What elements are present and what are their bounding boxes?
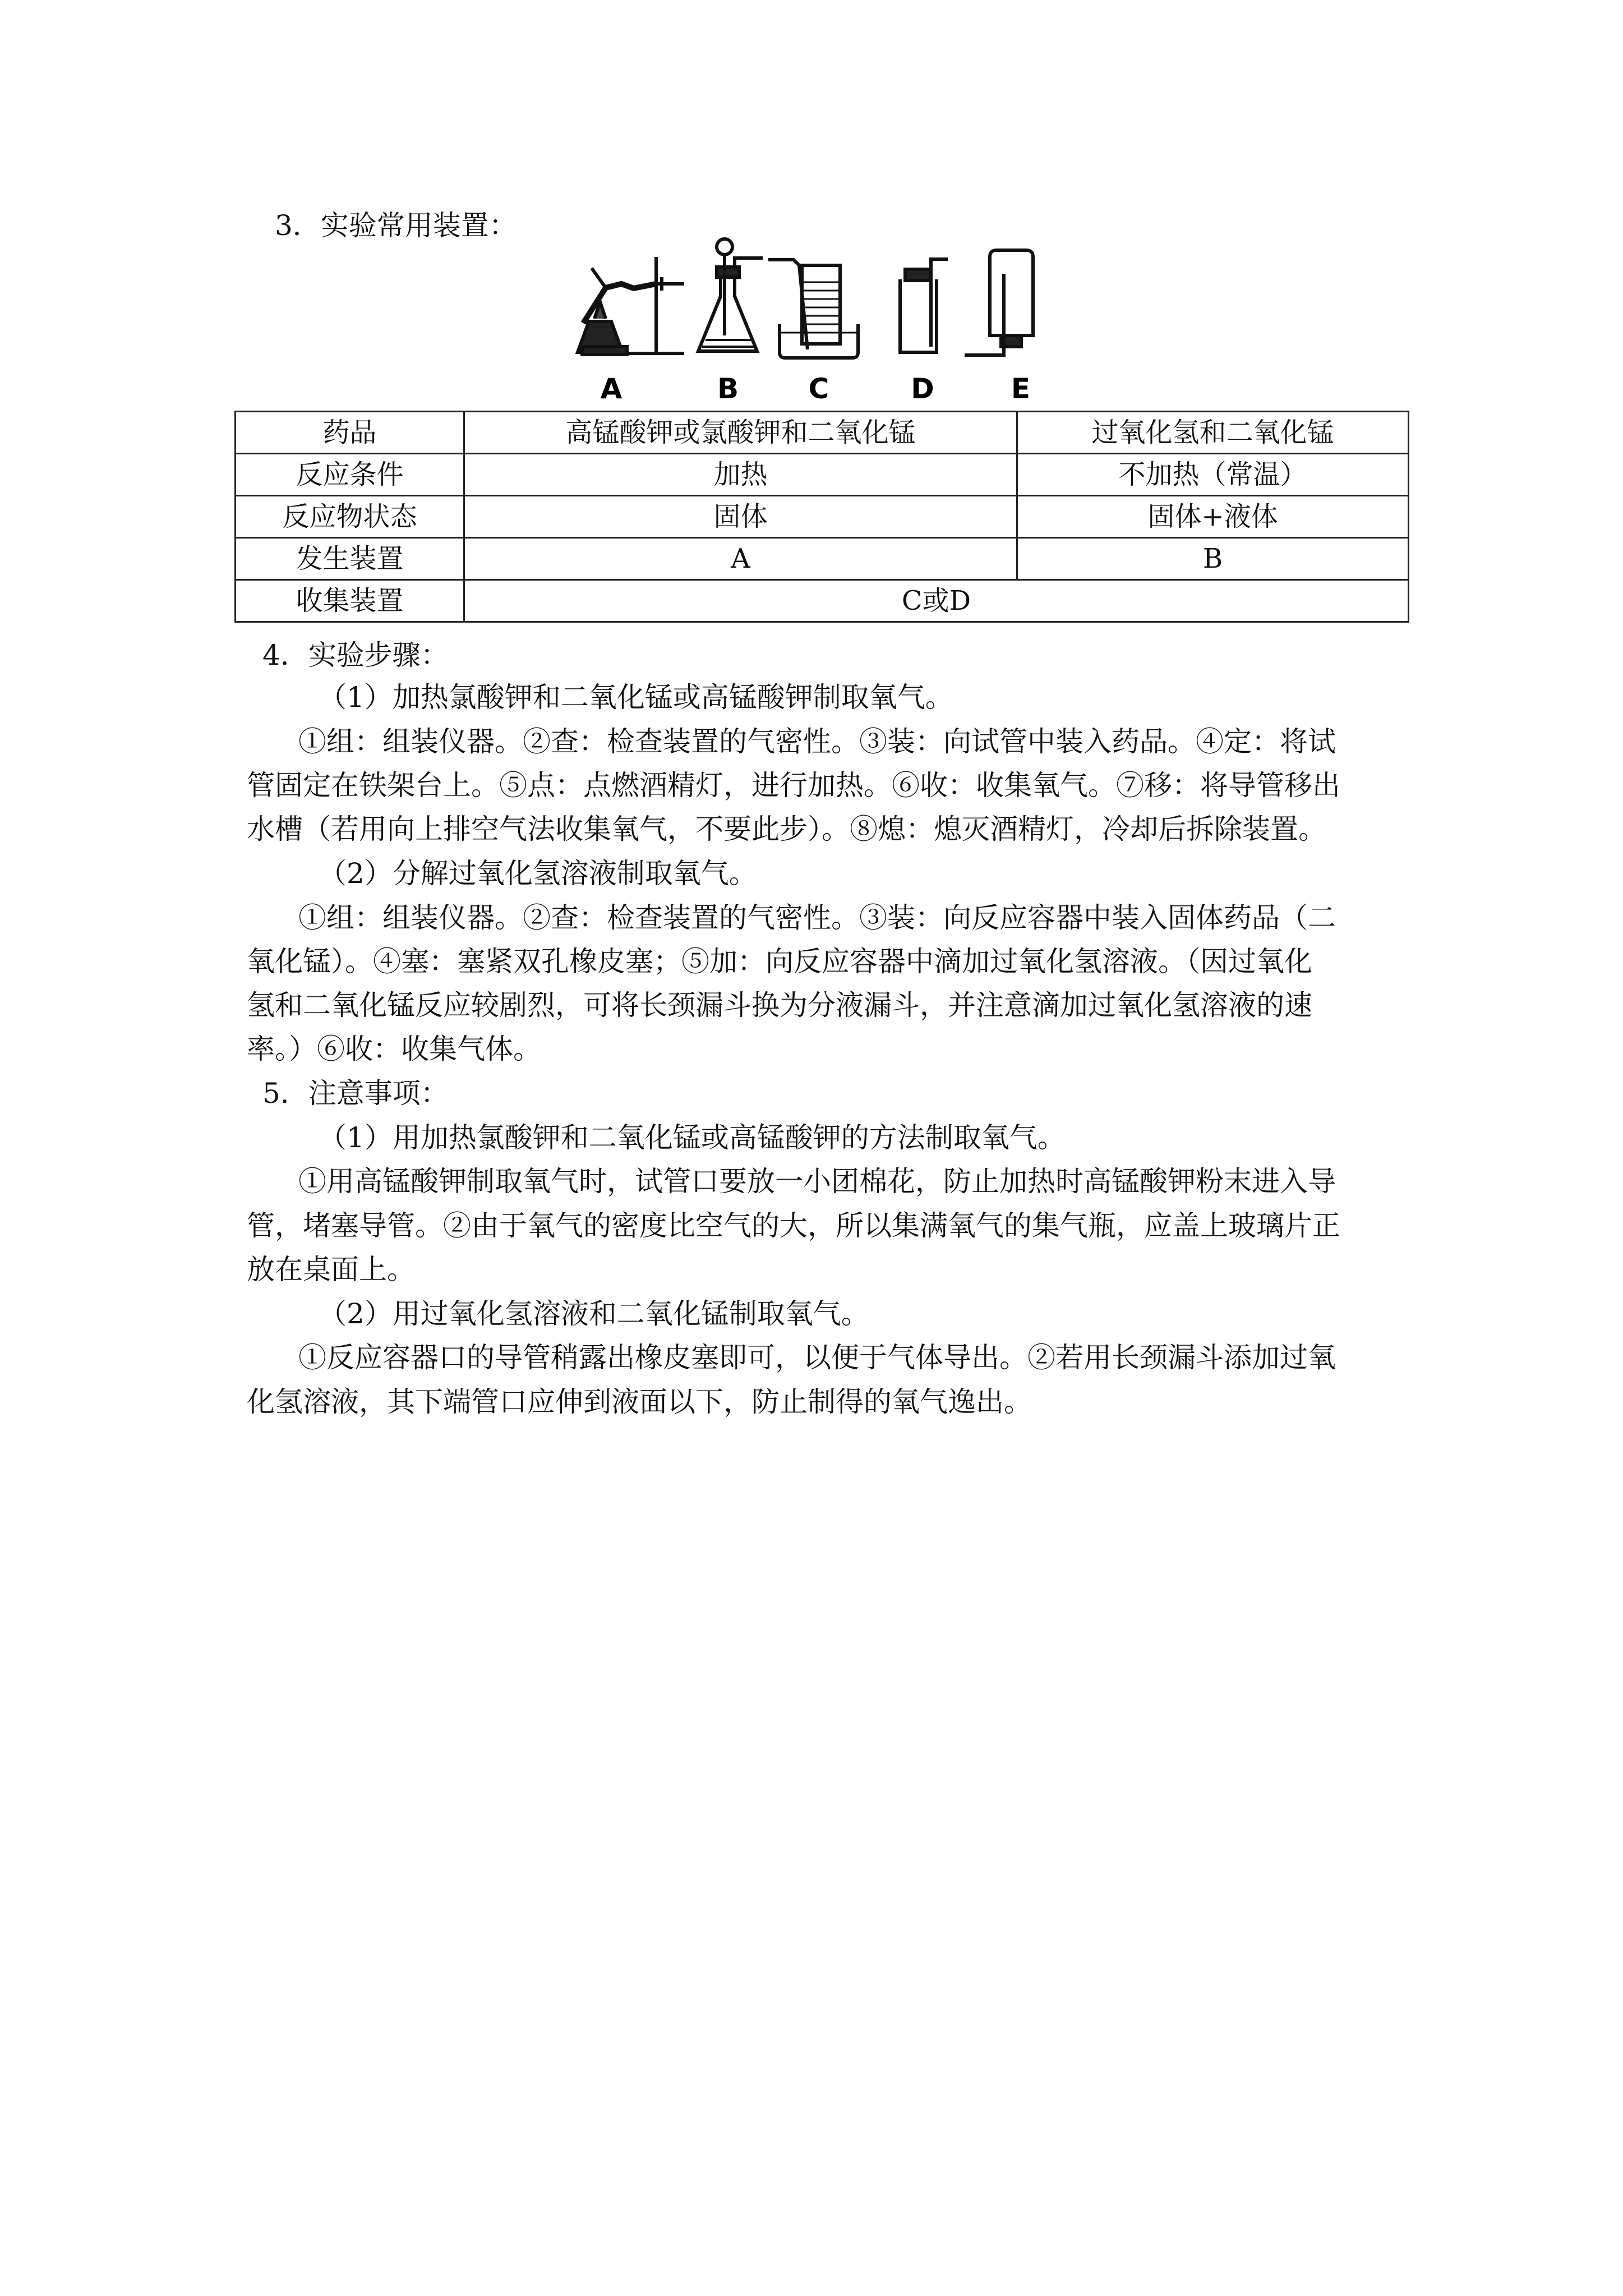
table-row (236, 496, 1409, 538)
table-cell: 收集装置 (236, 580, 464, 622)
section-4-subheading-2: （2）分解过氧化氢溶液制取氧气。 (319, 857, 757, 890)
table-row (236, 580, 1409, 622)
table-cell: 过氧化氢和二氧化锰 (1017, 412, 1409, 454)
table-row (236, 454, 1409, 496)
figure-label-e: E (1011, 372, 1031, 403)
table-cell: 反应条件 (236, 454, 464, 496)
section-3-heading: 3．实验常用装置： (275, 209, 517, 242)
table-cell: A (464, 538, 1017, 580)
apparatus-d-gas-bottle (900, 259, 948, 352)
figure-label-c: C (808, 372, 829, 403)
table-cell: 药品 (236, 412, 464, 454)
paragraph-line: 管，堵塞导管。②由于氧气的密度比空气的大，所以集满氧气的集气瓶，应盖上玻璃片正 (247, 1209, 1340, 1242)
paragraph-line: ①组：组装仪器。②查：检查装置的气密性。③装：向反应容器中装入固体药品（二 (298, 901, 1336, 934)
table-cell: 不加热（常温） (1017, 454, 1409, 496)
paragraph-line: 率。）⑥收：收集气体。 (247, 1033, 541, 1065)
section-4-subheading-1: （1）加热氯酸钾和二氧化锰或高锰酸钾制取氧气。 (319, 681, 953, 714)
section-4-heading: 4．实验步骤： (262, 639, 449, 671)
table-row (236, 538, 1409, 580)
paragraph-line: ①反应容器口的导管稍露出橡皮塞即可，以便于气体导出。②若用长颈漏斗添加过氧 (298, 1341, 1336, 1374)
figure-label-d: D (911, 372, 934, 403)
table-cell: 固体 (464, 496, 1017, 538)
apparatus-a-heating-setup (578, 257, 684, 355)
apparatus-c-water-trough (768, 260, 858, 358)
table-cell: 反应物状态 (236, 496, 464, 538)
paragraph-line: ①用高锰酸钾制取氧气时，试管口要放一小团棉花，防止加热时高锰酸钾粉末进入导 (298, 1165, 1336, 1198)
table-cell: C或D (464, 580, 1409, 622)
paragraph-line: 放在桌面上。 (247, 1253, 415, 1286)
apparatus-e-inverted-bottle (965, 250, 1033, 355)
figure-label-b: B (717, 372, 739, 403)
paragraph-line: 氧化锰）。④塞：塞紧双孔橡皮塞；⑤加：向反应容器中滴加过氧化氢溶液。（因过氧化 (247, 945, 1312, 978)
table-cell: 发生装置 (236, 538, 464, 580)
table-cell: 固体+液体 (1017, 496, 1409, 538)
section-5-subheading-2: （2）用过氧化氢溶液和二氧化锰制取氧气。 (319, 1297, 869, 1330)
table-cell: 高锰酸钾或氯酸钾和二氧化锰 (464, 412, 1017, 454)
paragraph-line: ①组：组装仪器。②查：检查装置的气密性。③装：向试管中装入药品。④定：将试 (298, 725, 1336, 758)
apparatus-figure (572, 234, 1077, 403)
table-cell: 加热 (464, 454, 1017, 496)
table-row (236, 412, 1409, 454)
apparatus-b-flask-setup (698, 239, 763, 351)
paragraph-line: 化氢溶液，其下端管口应伸到液面以下，防止制得的氧气逸出。 (247, 1386, 1032, 1418)
paragraph-line: 氢和二氧化锰反应较剧烈，可将长颈漏斗换为分液漏斗，并注意滴加过氧化氢溶液的速 (247, 989, 1312, 1022)
table-cell: B (1017, 538, 1409, 580)
figure-label-a: A (600, 372, 623, 403)
section-5-subheading-1: （1）用加热氯酸钾和二氧化锰或高锰酸钾的方法制取氧气。 (319, 1121, 1066, 1154)
section-5-heading: 5．注意事项： (262, 1077, 449, 1110)
reaction-comparison-table (234, 411, 1409, 623)
paragraph-line: 水槽（若用向上排空气法收集氧气，不要此步）。⑧熄：熄灭酒精灯，冷却后拆除装置。 (247, 813, 1326, 845)
paragraph-line: 管固定在铁架台上。⑤点：点燃酒精灯，进行加热。⑥收：收集氧气。⑦移：将导管移出 (247, 769, 1340, 802)
